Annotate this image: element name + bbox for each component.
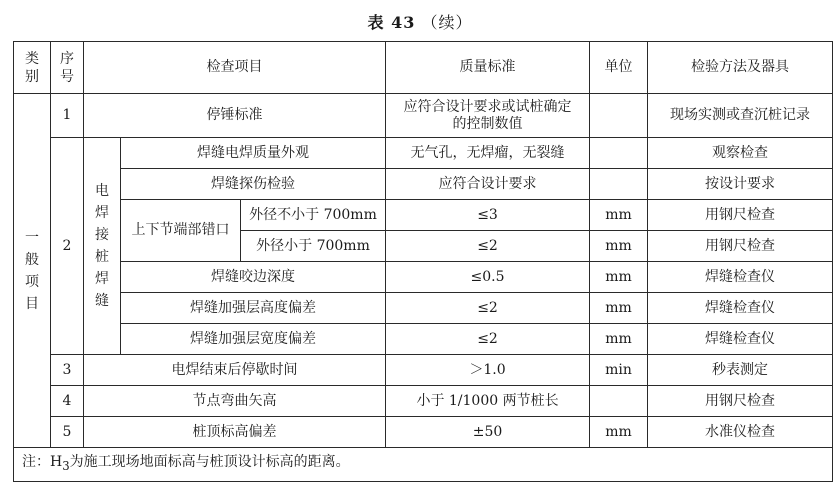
- standard-cell: 应符合设计要求: [386, 169, 590, 200]
- item-cell: 停锤标准: [84, 94, 386, 138]
- standard-cell: 小于 1/1000 两节桩长: [386, 386, 590, 417]
- header-method: 检验方法及器具: [648, 42, 833, 94]
- standard-cell: ±50: [386, 417, 590, 448]
- method-cell: 水准仪检查: [648, 417, 833, 448]
- table-number: 表 43: [367, 13, 416, 32]
- seq-cell: 2: [51, 138, 84, 355]
- standard-cell: ≤3: [386, 200, 590, 231]
- table-note: [14, 448, 833, 482]
- table-row: [14, 355, 833, 386]
- item-cell: 节点弯曲矢高: [84, 386, 386, 417]
- item-cell: 焊缝加强层高度偏差: [121, 293, 386, 324]
- seq-cell: 1: [51, 94, 84, 138]
- unit-cell: mm: [590, 324, 648, 355]
- note-symbol: H: [50, 454, 63, 471]
- header-row: [14, 42, 833, 94]
- note-row: [14, 448, 833, 482]
- unit-cell: mm: [590, 417, 648, 448]
- item-cell: 焊缝咬边深度: [121, 262, 386, 293]
- seq-cell: 5: [51, 417, 84, 448]
- standard-cell: ≤2: [386, 324, 590, 355]
- method-cell: 用钢尺检查: [648, 200, 833, 231]
- inspection-table: [13, 41, 833, 482]
- table-continued: （续）: [421, 13, 473, 32]
- standard-cell: ＞1.0: [386, 355, 590, 386]
- header-category: 类 别: [14, 42, 51, 94]
- method-cell: 用钢尺检查: [648, 386, 833, 417]
- method-cell: 秒表测定: [648, 355, 833, 386]
- unit-cell: [590, 94, 648, 138]
- item-cell: 焊缝电焊质量外观: [121, 138, 386, 169]
- seq-cell: 3: [51, 355, 84, 386]
- item-cell: 焊缝加强层宽度偏差: [121, 324, 386, 355]
- unit-cell: [590, 386, 648, 417]
- note-prefix: 注：: [22, 454, 50, 471]
- seq-cell: 4: [51, 386, 84, 417]
- unit-cell: mm: [590, 293, 648, 324]
- unit-cell: [590, 169, 648, 200]
- header-standard: 质量标准: [386, 42, 590, 94]
- table-row: [14, 169, 833, 200]
- method-cell: 焊缝检查仪: [648, 324, 833, 355]
- table-row: [14, 417, 833, 448]
- table-row: [14, 293, 833, 324]
- method-cell: 观察检查: [648, 138, 833, 169]
- table-row: [14, 324, 833, 355]
- method-cell: 焊缝检查仪: [648, 262, 833, 293]
- note-subscript: 3: [62, 458, 70, 473]
- table-row: [14, 262, 833, 293]
- table-row: [14, 94, 833, 138]
- unit-cell: [590, 138, 648, 169]
- header-unit: 单位: [590, 42, 648, 94]
- item-cell: 桩顶标高偏差: [84, 417, 386, 448]
- unit-cell: mm: [590, 262, 648, 293]
- table-title: [0, 10, 840, 33]
- standard-cell: ≤2: [386, 231, 590, 262]
- method-cell: 用钢尺检查: [648, 231, 833, 262]
- unit-cell: mm: [590, 200, 648, 231]
- standard-cell: 无气孔，无焊瘤，无裂缝: [386, 138, 590, 169]
- category-cell: 一 般 项 目: [14, 94, 51, 448]
- note-text: 为施工现场地面标高与桩顶设计标高的距离。: [69, 454, 350, 471]
- standard-cell: ≤0.5: [386, 262, 590, 293]
- method-cell: 现场实测或查沉桩记录: [648, 94, 833, 138]
- item-cell: 焊缝探伤检验: [121, 169, 386, 200]
- standard-cell: ≤2: [386, 293, 590, 324]
- table-row: [14, 138, 833, 169]
- subitem-cell: 外径不小于 700mm: [241, 200, 386, 231]
- header-item: 检查项目: [84, 42, 386, 94]
- subitem-cell: 外径小于 700mm: [241, 231, 386, 262]
- standard-cell: 应符合设计要求或试桩确定 的控制数值: [386, 94, 590, 138]
- header-seq: 序 号: [51, 42, 84, 94]
- method-cell: 按设计要求: [648, 169, 833, 200]
- item-cell: 上下节端部错口: [121, 200, 241, 262]
- unit-cell: mm: [590, 231, 648, 262]
- item-cell: 电焊结束后停歇时间: [84, 355, 386, 386]
- unit-cell: min: [590, 355, 648, 386]
- group-cell: 电 焊 接 桩 焊 缝: [84, 138, 121, 355]
- table-row: [14, 200, 833, 231]
- method-cell: 焊缝检查仪: [648, 293, 833, 324]
- table-row: [14, 386, 833, 417]
